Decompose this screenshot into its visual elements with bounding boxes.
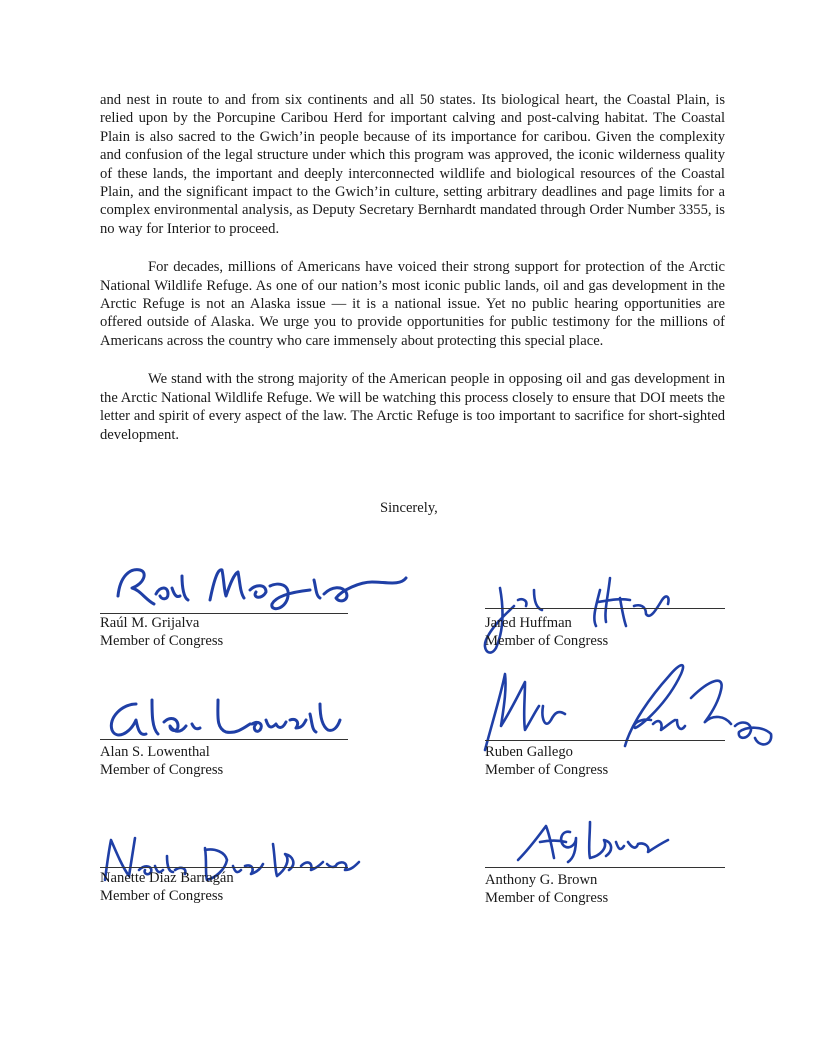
signature-line: [100, 613, 348, 614]
signature-grijalva: [110, 556, 410, 616]
signatory-title: Member of Congress: [100, 888, 224, 905]
signature-brown: [510, 812, 690, 868]
signatory-title: Member of Congress: [485, 890, 609, 907]
signature-line: [485, 867, 725, 868]
signatory-gallego: [485, 743, 745, 779]
signatory-name: Nanette Diaz Barragán: [100, 870, 234, 886]
signatory-name: Alan S. Lowenthal: [100, 744, 210, 760]
signatory-name: Anthony G. Brown: [485, 872, 598, 888]
signature-line: [100, 867, 348, 868]
signatory-grijalva: [100, 614, 360, 650]
signatory-title: Member of Congress: [100, 633, 224, 650]
signatory-name: Raúl M. Grijalva: [100, 615, 200, 631]
signature-line: [485, 740, 725, 741]
signatory-name: Ruben Gallego: [485, 744, 573, 760]
signatory-huffman: [485, 614, 745, 650]
signatory-brown: [485, 871, 745, 907]
signatory-barragan: [100, 869, 360, 905]
signature-line: [100, 739, 348, 740]
paragraph-stand-with-majority: We stand with the strong majority of the American people in opposing oil and gas development in the Arctic National Wildlife Refuge. We will be watching this process closely to ensure that DOI meets the letter and spirit of every aspect of the law. The Arctic Refuge is too important to sacrifice for short-sighted development.: [100, 371, 725, 443]
signatory-title: Member of Congress: [485, 633, 609, 650]
closing-salutation: Sincerely,: [380, 500, 438, 516]
signatory-title: Member of Congress: [100, 762, 224, 779]
signatory-lowenthal: [100, 743, 360, 779]
letter-body: [100, 91, 725, 464]
paragraph-public-hearings: For decades, millions of Americans have voiced their strong support for protection of the Arctic National Wildlife Refuge. As one of our nation’s most iconic public lands, oil and gas development in the Arctic Refuge is not an Alaska issue — it is a national issue. Yet no public hearing opportunities are offered outside of Alaska. We urge you to provide opportunities for public testimony for the millions of Americans across the country who care immensely about protecting this special place.: [100, 259, 725, 349]
signatory-title: Member of Congress: [485, 762, 609, 779]
paragraph-continuation: and nest in route to and from six continents and all 50 states. Its biological heart, the Coastal Plain, is relied upon by the Porcupine Caribou Herd for important calving and post-calving habitat. The Coastal Plain is also sacred to the Gwich’in people because of its importance for caribou. Given the complexity and confusion of the legal structure under which this program was approved, the iconic wilderness quality of these lands, the important and deeply interconnected wildlife and biological resources of the Coastal Plain, and the significant impact to the Gwich’in culture, setting arbitrary deadlines and page limits for a complex environmental analysis, as Deputy Secretary Bernhardt mandated through Order Number 3355, is no way for Interior to proceed.: [100, 92, 725, 237]
signature-lowenthal: [100, 690, 350, 746]
signature-line: [485, 608, 725, 609]
signatory-name: Jared Huffman: [485, 615, 572, 631]
